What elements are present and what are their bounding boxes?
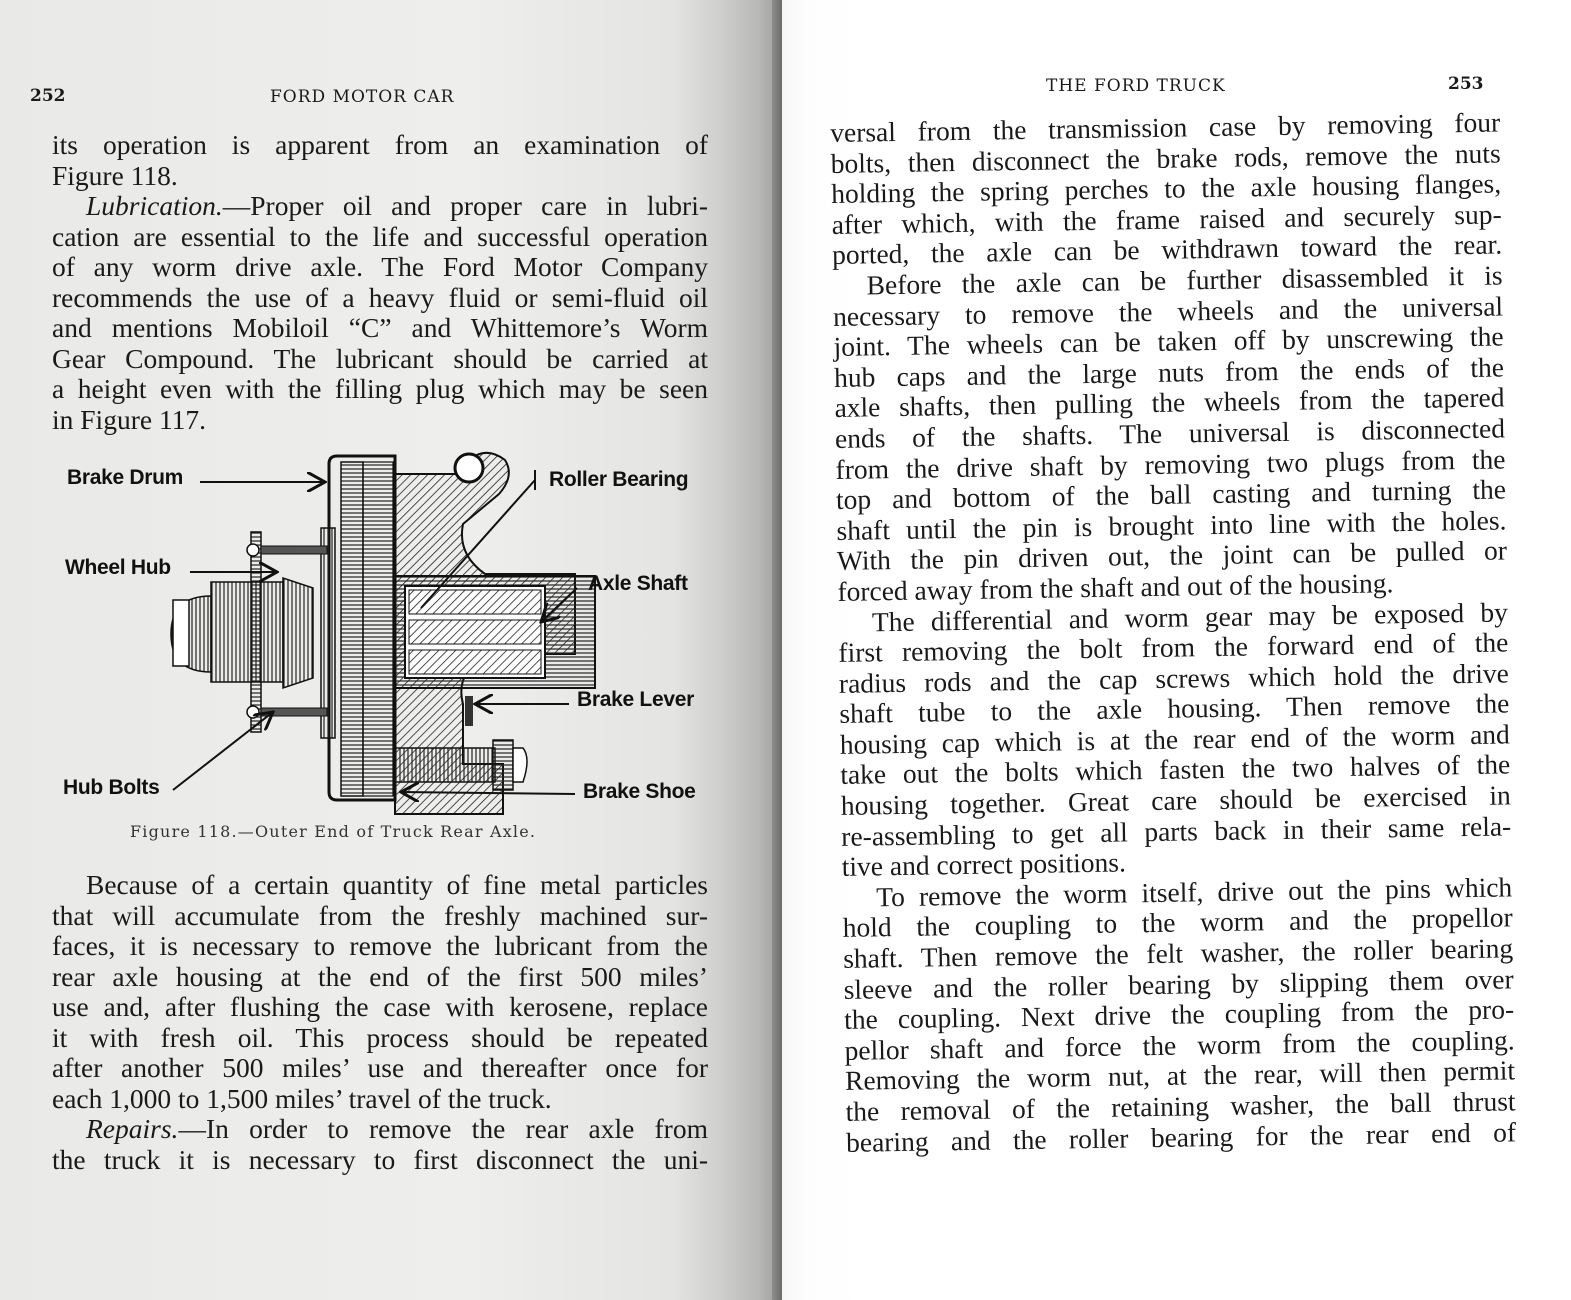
text-line: bolts, then disconnect the brake rods, remove the nuts	[830, 137, 1501, 179]
left-page	[0, 0, 782, 1300]
text-line: that will accumulate from the freshly machined sur-	[52, 899, 708, 931]
text-line: Removing the worm nut, at the rear, will then permit	[844, 1054, 1516, 1097]
text-line: versal from the transmission case by removing four	[829, 106, 1501, 148]
text-line: ends of the shafts. The universal is disconnected	[834, 412, 1506, 454]
text-line: forced away from the shaft and out of the housing.	[837, 567, 1394, 607]
text-line: hold the coupling to the worm and the propellor	[842, 901, 1513, 944]
text-line: axle shafts, then pulling the wheels from the tapered	[834, 381, 1505, 424]
text-line: faces, it is necessary to remove the lubricant from the	[52, 930, 708, 961]
text-line: holding the spring perches to the axle housing flanges,	[830, 167, 1502, 210]
text-line: hub caps and the large nuts from the ends of the	[833, 351, 1505, 393]
text-line: after another 500 miles’ use and thereafter once for	[52, 1052, 708, 1083]
text-line: take out the bolts which fasten the two halves of the	[840, 748, 1511, 791]
text-line: cation are essential to the life and successful operation	[52, 220, 708, 252]
text-line: first removing the bolt from the forward end of the	[838, 626, 1509, 669]
text-line: The differential and worm gear may be exposed by	[871, 595, 1509, 637]
text-line: housing cap which is at the rear end of the worm and	[839, 718, 1510, 760]
repairs-heading: Repairs.	[86, 1113, 179, 1144]
text-line: re-assembling to get all parts back in their same rela-	[841, 810, 1512, 852]
text-line: of any worm drive axle. The Ford Motor Company	[52, 251, 708, 282]
left-text-top	[52, 130, 708, 435]
text-line: radius rods and the cap screws which hold the drive	[838, 657, 1510, 699]
figure-118-rear-axle-diagram	[55, 448, 715, 848]
text-line: With the pin driven out, the joint can be pulled or	[836, 534, 1508, 577]
text-line: recommends the use of a heavy fluid or semi-fluid oil	[52, 281, 708, 313]
text-line: Gear Compound. The lubricant should be carried at	[52, 342, 708, 374]
text-line: shaft tube to the axle housing. Then remove the	[839, 687, 1510, 730]
text-line: shaft. Then remove the felt washer, the roller bearing	[842, 932, 1514, 974]
page-number-left: 252	[30, 86, 66, 106]
text-line: tive and correct positions.	[841, 846, 1127, 883]
text-line: Figure 118.	[52, 159, 178, 191]
text-line: a height even with the filling plug which may be seen	[52, 373, 708, 404]
label-roller-bearing: Roller Bearing	[549, 468, 689, 491]
axle-cross-section-drawing	[55, 448, 715, 828]
running-header-left: FORD MOTOR CAR	[270, 87, 455, 107]
text-line: the truck it is necessary to first disconnect the uni-	[52, 1143, 708, 1175]
left-text-bottom	[52, 870, 708, 1175]
text-line: joint. The wheels can be taken off by unscrewing the	[833, 320, 1504, 363]
text-line: its operation is apparent from an examination of	[52, 129, 708, 160]
text-line: bearing and the roller bearing for the rear end of	[845, 1115, 1517, 1158]
text-line: each 1,000 to 1,500 miles’ travel of the truck.	[52, 1082, 552, 1114]
text-line: from the drive shaft by removing two plugs from the	[835, 442, 1506, 485]
text-line: it with fresh oil. This process should be repeated	[52, 1021, 708, 1053]
label-brake-drum: Brake Drum	[67, 466, 184, 489]
text-fragment: —In order to remove the rear axle from	[178, 1113, 708, 1144]
text-line: housing together. Great care should be exercised in	[840, 779, 1511, 821]
right-text	[830, 107, 1516, 1158]
text-line: pellor shaft and force the worm from the coupling.	[844, 1024, 1515, 1066]
text-line: and mentions Mobiloil “C” and Whittemore’s Worm	[52, 312, 708, 343]
text-line: Because of a certain quantity of fine metal particles	[86, 869, 708, 900]
running-header-right: THE FORD TRUCK	[1046, 76, 1226, 96]
right-page	[782, 0, 1571, 1300]
text-line: the coupling. Next drive the coupling from the pro-	[843, 993, 1515, 1036]
text-line: top and bottom of the ball casting and turning the	[835, 473, 1507, 516]
lubrication-paragraph-start	[52, 191, 708, 222]
text-line: necessary to remove the wheels and the universal	[832, 290, 1504, 332]
lubrication-heading: Lubrication.	[86, 190, 223, 221]
text-line: after which, with the frame raised and securely sup-	[831, 198, 1502, 240]
text-line: Before the axle can be further disassembled it is	[866, 259, 1503, 301]
text-line: rear axle housing at the end of the first 500 miles’	[52, 960, 708, 992]
repairs-paragraph-start	[52, 1114, 708, 1145]
label-wheel-hub: Wheel Hub	[65, 556, 171, 579]
label-brake-lever: Brake Lever	[577, 688, 694, 711]
label-brake-shoe: Brake Shoe	[583, 780, 696, 803]
label-axle-shaft: Axle Shaft	[588, 572, 688, 595]
label-hub-bolts: Hub Bolts	[63, 776, 160, 799]
figure-caption: Figure 118.—Outer End of Truck Rear Axle.	[130, 822, 537, 841]
text-line: use and, after flushing the case with kerosene, replace	[52, 991, 708, 1022]
text-line: in Figure 117.	[52, 403, 207, 435]
text-line: shaft until the pin is brought into line with the holes.	[836, 504, 1507, 546]
text-line: To remove the worm itself, drive out the pins which	[875, 871, 1513, 913]
text-fragment: —Proper oil and proper care in lubri-	[222, 190, 708, 221]
text-line: ported, the axle can be withdrawn toward the rear.	[831, 228, 1503, 271]
text-line: the removal of the retaining washer, the ball thrust	[845, 1085, 1516, 1127]
page-number-right: 253	[1448, 74, 1484, 94]
text-line: sleeve and the roller bearing by slipping them over	[843, 962, 1514, 1005]
